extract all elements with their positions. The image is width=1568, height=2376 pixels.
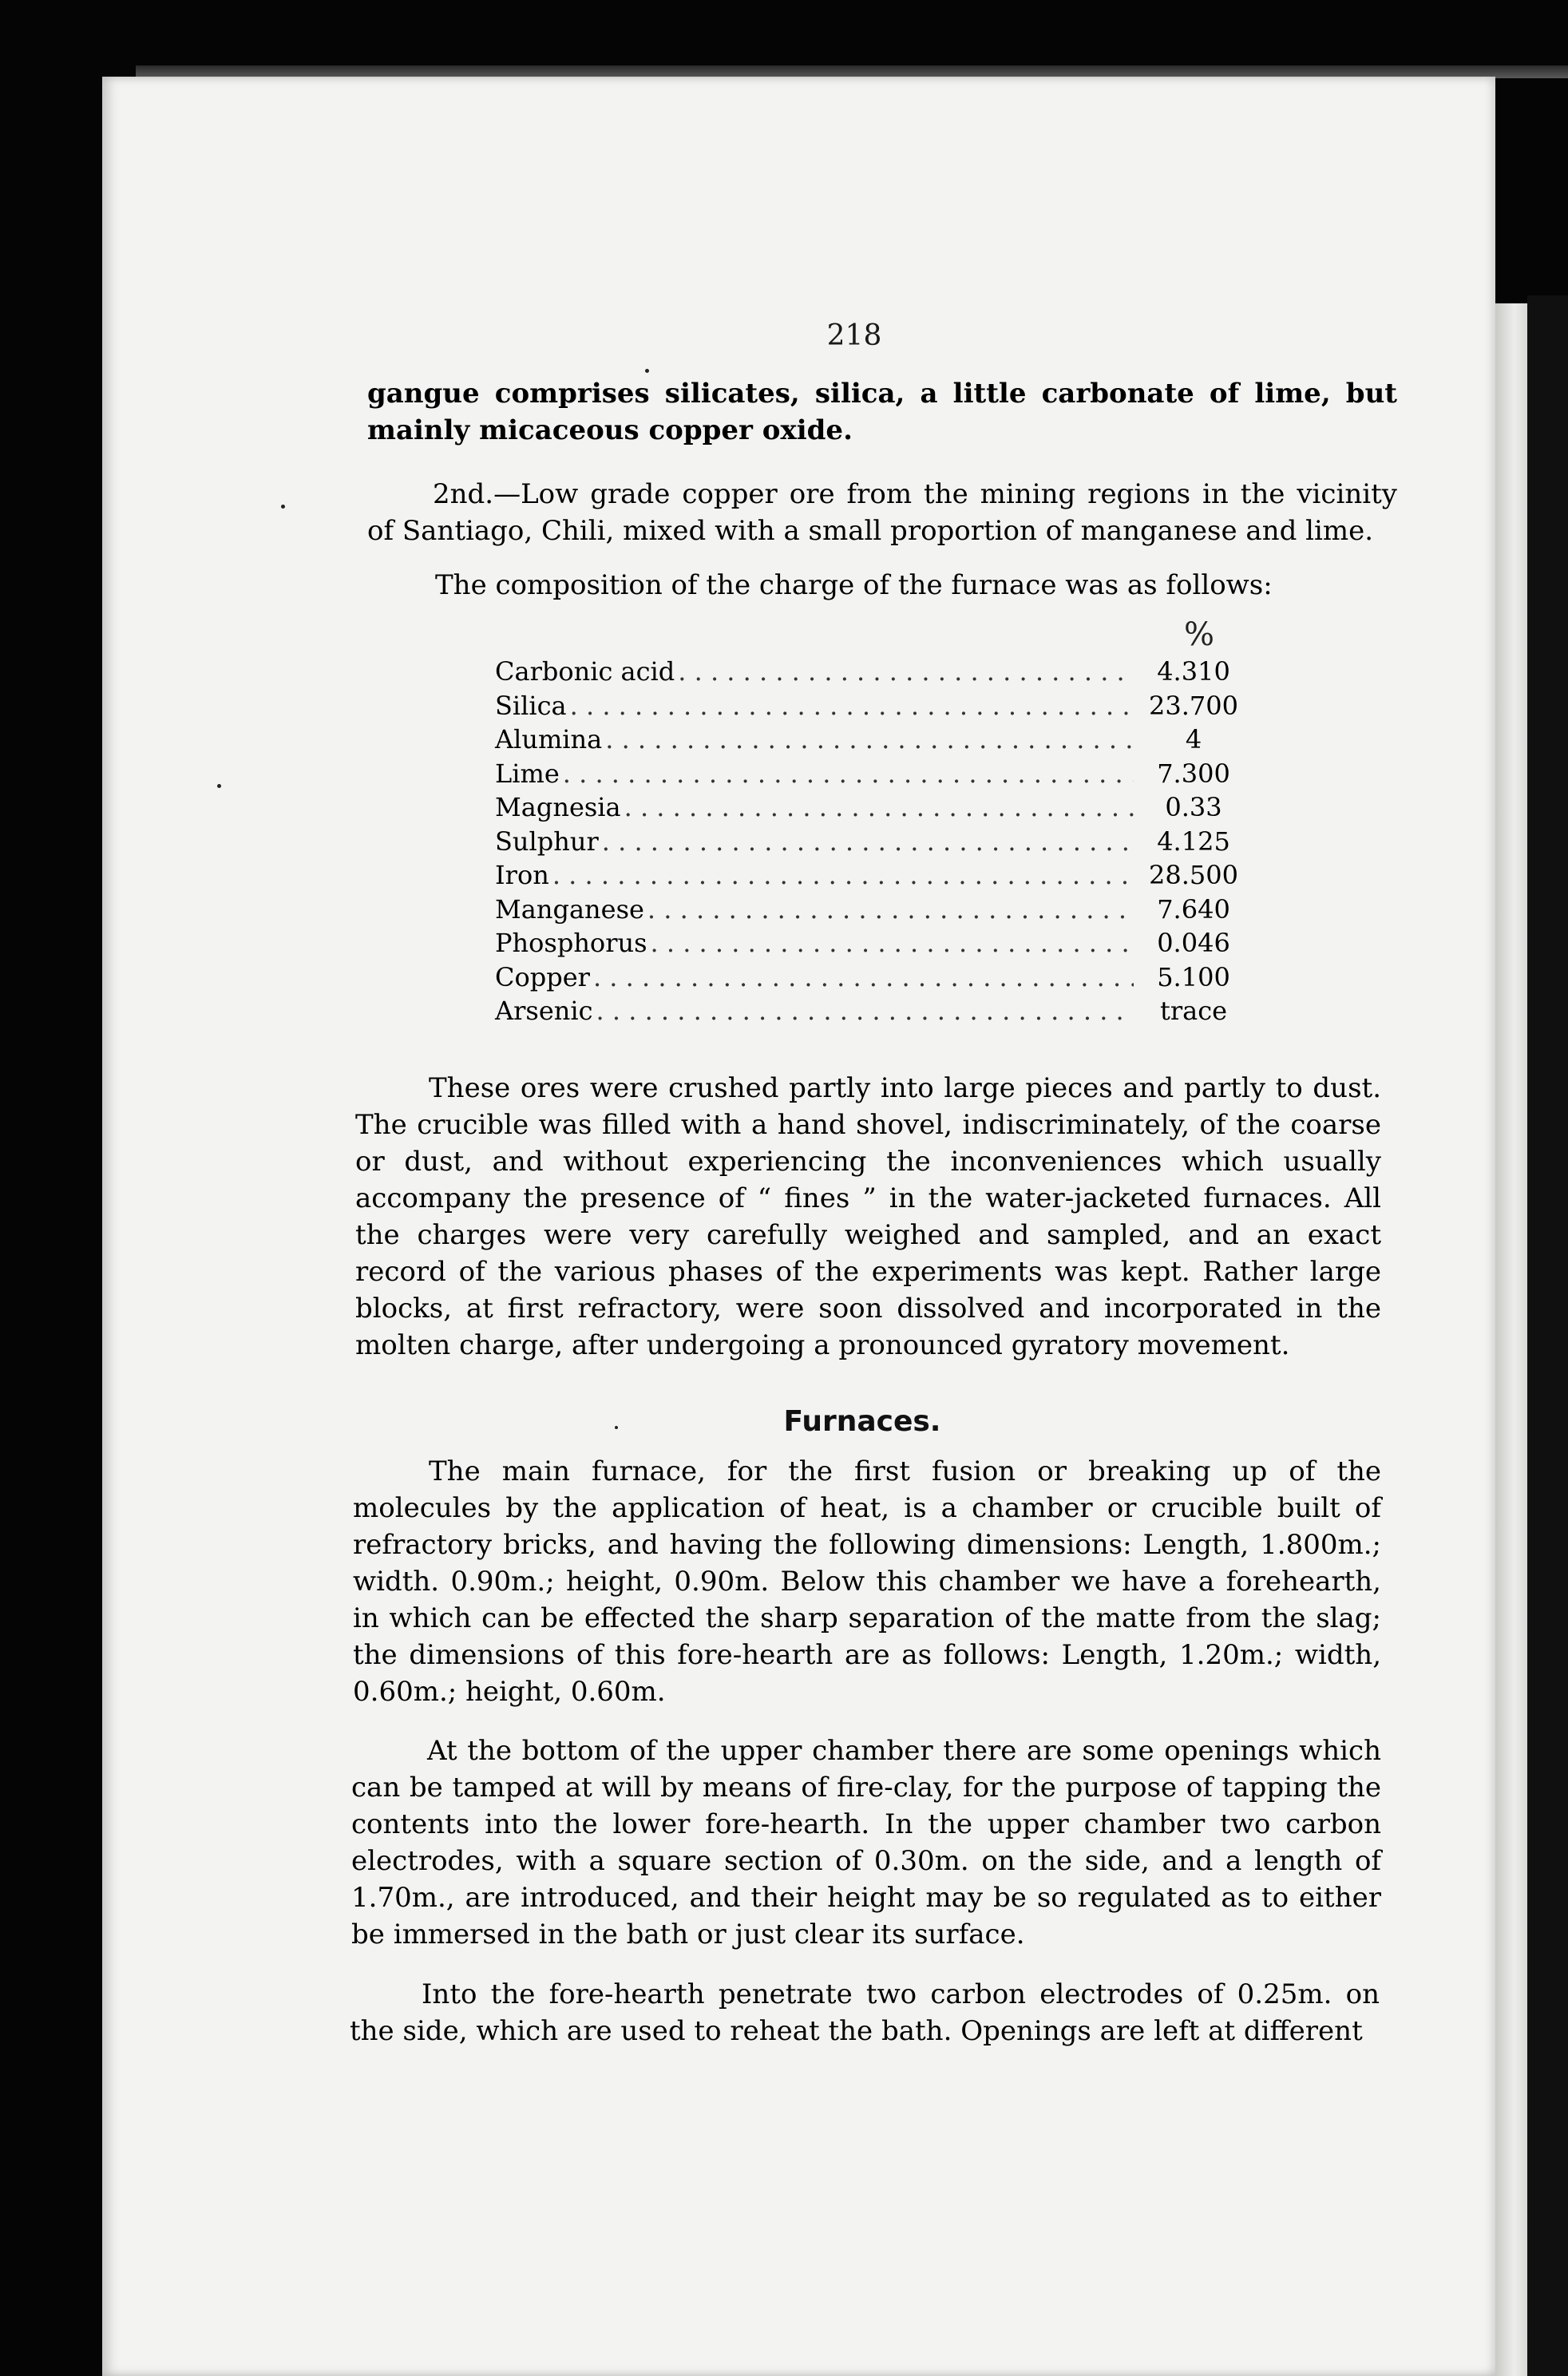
scan-speck bbox=[217, 784, 221, 788]
composition-name: Manganese bbox=[495, 893, 644, 925]
scan-right-border bbox=[1527, 295, 1568, 2376]
composition-row bbox=[495, 723, 1253, 757]
composition-value: 7.300 bbox=[1157, 758, 1230, 789]
composition-name: Iron bbox=[495, 860, 549, 890]
composition-value: 0.33 bbox=[1165, 792, 1222, 822]
leader-dots bbox=[647, 893, 1134, 926]
leader-dots bbox=[570, 689, 1134, 723]
composition-value: 5.100 bbox=[1157, 961, 1230, 992]
composition-row bbox=[495, 655, 1253, 689]
composition-name: Phosphorus bbox=[495, 928, 647, 958]
leader-dots bbox=[593, 960, 1134, 994]
scan-speck bbox=[615, 1426, 618, 1429]
composition-row bbox=[495, 790, 1253, 825]
scan-speck bbox=[281, 505, 285, 509]
composition-value: 23.700 bbox=[1149, 690, 1238, 721]
composition-value: 4.310 bbox=[1157, 656, 1230, 687]
percent-unit: % bbox=[1183, 616, 1214, 653]
leader-dots bbox=[552, 858, 1134, 892]
composition-name: Magnesia bbox=[495, 792, 621, 822]
composition-value: 0.046 bbox=[1157, 928, 1230, 958]
section-heading-furnaces: Furnaces. bbox=[783, 1405, 941, 1438]
leader-dots bbox=[605, 723, 1134, 756]
composition-row bbox=[495, 825, 1253, 859]
composition-value: 4.125 bbox=[1157, 826, 1230, 857]
paragraph-main-furnace: The main furnace, for the first fusion or breaking up of the molecules by the application of heat, is a chamber or crucible built of refractory bricks, and having the following dimensions: Length, 1.800m.; width. 0.90m.; height, 0.90m. Below this chamber we have a forehearth, in which can be effected the sharp separation of the matte from the slag; the dimensions of this fore-hearth are as follows: Length, 1.20m.; width, 0.60m.; height, 0.60m. bbox=[353, 1455, 1381, 1708]
composition-value: 28.500 bbox=[1149, 860, 1238, 890]
composition-name: Arsenic bbox=[495, 996, 593, 1026]
leader-dots bbox=[624, 790, 1134, 824]
paragraph-second-ore: 2nd.—Low grade copper ore from the mining regions in the vicinity of Santiago, Chili, mixed with a small proportion of manganese and lime. bbox=[367, 478, 1397, 547]
leader-dots bbox=[602, 825, 1134, 858]
composition-name: Sulphur bbox=[495, 826, 599, 857]
composition-name: Copper bbox=[495, 961, 590, 992]
leader-dots bbox=[651, 926, 1134, 960]
leader-dots bbox=[678, 655, 1134, 688]
scan-speck bbox=[645, 369, 649, 373]
composition-value: 7.640 bbox=[1157, 893, 1230, 925]
paragraph-upper-chamber: At the bottom of the upper chamber there are some openings which can be tamped at will by means of fire-clay, for the purpose of tapping the contents into the lower fore-hearth. In the upper chamber two carbon electrodes, with a square section of 0.30m. on the side, and a length of 1.70m., are introduced, and their height may be so regulated as to either be immersed in the bath or just clear its surface. bbox=[351, 1735, 1381, 1950]
paragraph-gangue: gangue comprises silicates, silica, a little carbonate of lime, but mainly micaceous copper oxide. bbox=[367, 378, 1397, 446]
paragraph-composition-intro: The composition of the charge of the furnace was as follows: bbox=[435, 569, 1273, 601]
composition-name: Carbonic acid bbox=[495, 656, 675, 687]
page-number: 218 bbox=[826, 319, 882, 352]
composition-row bbox=[495, 960, 1253, 995]
next-page-edge bbox=[1495, 303, 1527, 2376]
leader-dots bbox=[563, 757, 1134, 790]
paragraph-crushing: These ores were crushed partly into large pieces and partly to dust. The crucible was filled with a hand shovel, indiscriminately, of the coarse or dust, and without experiencing the inconveniences which usually accompany the presence of “ fines ” in the water-jacketed furnaces. All the charges were very carefully weighed and sampled, and an exact record of the various phases of the experiments was kept. Rather large blocks, at first refractory, were soon dissolved and incorporated in the molten charge, after undergoing a pronounced gyratory movement. bbox=[355, 1072, 1381, 1361]
composition-row bbox=[495, 994, 1253, 1028]
leader-dots bbox=[596, 994, 1134, 1028]
composition-table bbox=[495, 655, 1253, 1028]
composition-value: 4 bbox=[1185, 724, 1202, 754]
composition-row bbox=[495, 893, 1253, 927]
composition-row bbox=[495, 858, 1253, 893]
composition-name: Lime bbox=[495, 758, 560, 789]
composition-row bbox=[495, 689, 1253, 723]
composition-row bbox=[495, 926, 1253, 960]
composition-name: Alumina bbox=[495, 724, 603, 754]
composition-name: Silica bbox=[495, 690, 567, 721]
composition-value: trace bbox=[1159, 996, 1228, 1026]
composition-row bbox=[495, 757, 1253, 791]
paragraph-fore-hearth: Into the fore-hearth penetrate two carbon electrodes of 0.25m. on the side, which are used to reheat the bath. Openings are left at different bbox=[350, 1978, 1380, 2047]
